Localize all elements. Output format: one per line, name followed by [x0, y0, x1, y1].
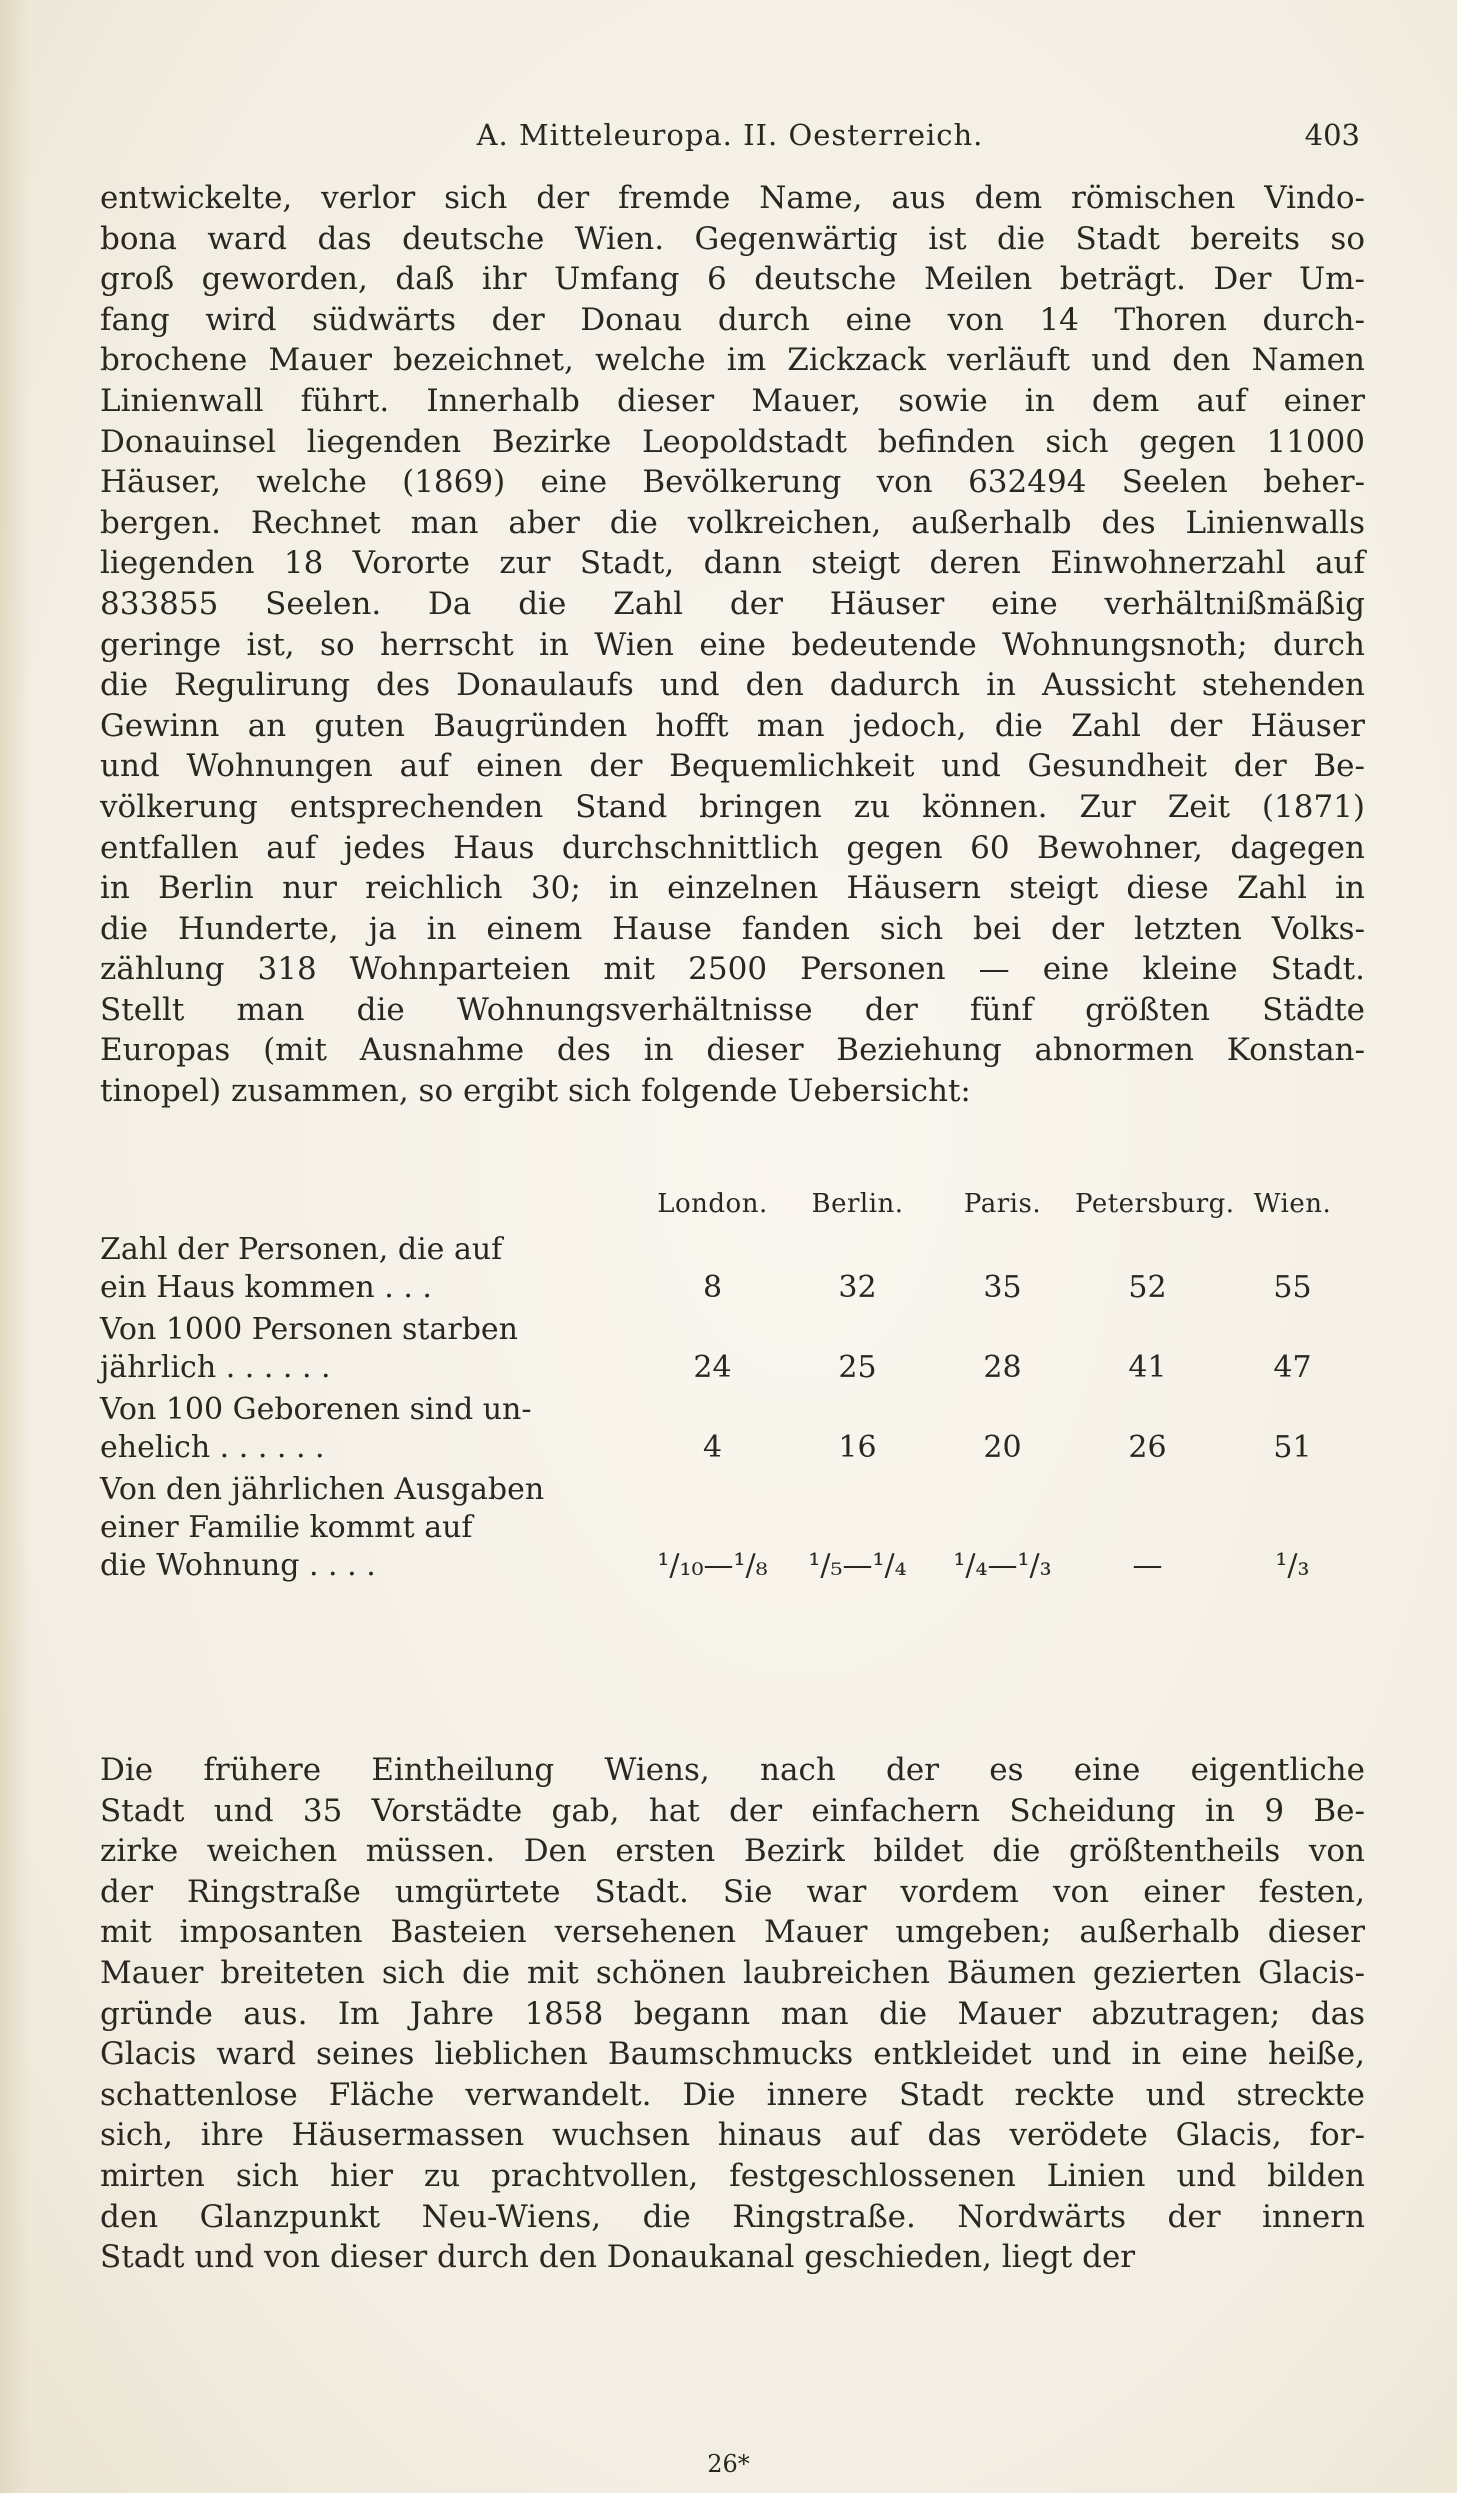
- text-line: sich, ihre Häusermassen wuchsen hinaus auf das verödete Glacis, for-: [100, 2117, 1365, 2154]
- row-label: Von 100 Geborenen sind un- ehelich . . . . . .: [100, 1392, 532, 1465]
- table-cell: 47: [1273, 1350, 1312, 1385]
- table-row: [100, 1391, 1365, 1471]
- table-cell: 24: [693, 1350, 732, 1385]
- table-cell: 20: [983, 1430, 1022, 1465]
- text-line: brochene Mauer bezeichnet, welche im Zickzack verläuft und den Namen: [100, 342, 1365, 379]
- table-row: [100, 1231, 1365, 1311]
- table-cell: ¹/₁₀—¹/₈: [657, 1548, 768, 1583]
- housing-statistics-table: [100, 1185, 1365, 1589]
- text-line: den Glanzpunkt Neu-Wiens, die Ringstraße. Nordwärts der innern: [100, 2198, 1365, 2235]
- text-line: schattenlose Fläche verwandelt. Die innere Stadt reckte und streckte: [100, 2076, 1365, 2113]
- column-header: Petersburg.: [1075, 1189, 1235, 1219]
- text-line: Die frühere Eintheilung Wiens, nach der es eine eigentliche: [100, 1752, 1365, 1788]
- table-cell: 4: [702, 1430, 723, 1465]
- table-cell: 52: [1128, 1270, 1167, 1305]
- table-header-empty: [100, 1185, 640, 1231]
- table-cell: ¹/₃: [1275, 1548, 1310, 1583]
- column-header: Berlin.: [811, 1189, 904, 1219]
- text-line: mirten sich hier zu prachtvollen, festgeschlossenen Linien und bilden: [100, 2157, 1365, 2194]
- column-header: London.: [657, 1189, 768, 1219]
- table-cell: 8: [702, 1270, 723, 1305]
- table-cell: —: [1132, 1548, 1163, 1583]
- table-row: [100, 1311, 1365, 1391]
- paragraph-1: [100, 178, 1365, 1112]
- text-line: Gewinn an guten Baugründen hofft man jedoch, die Zahl der Häuser: [100, 707, 1365, 744]
- text-line: gründe aus. Im Jahre 1858 begann man die Mauer abzutragen; das: [100, 1995, 1365, 2032]
- text-line: entwickelte, verlor sich der fremde Name, aus dem römischen Vindo-: [100, 180, 1365, 216]
- text-line: bergen. Rechnet man aber die volkreichen, außerhalb des Linienwalls: [100, 504, 1365, 541]
- text-line: und Wohnungen auf einen der Bequemlichkeit und Gesundheit der Be-: [100, 748, 1365, 785]
- text-line: 833855 Seelen. Da die Zahl der Häuser eine verhältnißmäßig: [100, 585, 1365, 622]
- row-label: Von den jährlichen Ausgaben einer Familie kommt auf die Wohnung . . . .: [100, 1472, 545, 1583]
- table-cell: ¹/₄—¹/₃: [953, 1548, 1052, 1583]
- text-line: fang wird südwärts der Donau durch eine von 14 Thoren durch-: [100, 301, 1365, 338]
- text-line: groß geworden, daß ihr Umfang 6 deutsche Meilen beträgt. Der Um-: [100, 261, 1365, 298]
- signature-mark: 26*: [707, 2450, 750, 2478]
- page-edge-shadow: [0, 0, 30, 2493]
- running-header: [100, 118, 1360, 158]
- text-line: zählung 318 Wohnparteien mit 2500 Personen — eine kleine Stadt.: [100, 951, 1365, 988]
- text-line: Stellt man die Wohnungsverhältnisse der fünf größten Städte: [100, 991, 1365, 1028]
- text-line: Mauer breiteten sich die mit schönen laubreichen Bäumen gezierten Glacis-: [100, 1954, 1365, 1991]
- table-cell: 41: [1128, 1350, 1167, 1385]
- text-line: tinopel) zusammen, so ergibt sich folgende Uebersicht:: [100, 1073, 971, 1110]
- table-header-row: [100, 1185, 1365, 1231]
- text-line: die Regulirung des Donaulaufs und den dadurch in Aussicht stehenden: [100, 667, 1365, 704]
- table-cell: 28: [983, 1350, 1022, 1385]
- text-line: der Ringstraße umgürtete Stadt. Sie war vordem von einer festen,: [100, 1873, 1365, 1910]
- text-line: in Berlin nur reichlich 30; in einzelnen Häusern steigt diese Zahl in: [100, 870, 1365, 907]
- text-line: Stadt und von dieser durch den Donaukanal geschieden, liegt der: [100, 2239, 1136, 2276]
- text-line: Europas (mit Ausnahme des in dieser Beziehung abnormen Konstan-: [100, 1032, 1365, 1069]
- row-label: Zahl der Personen, die auf ein Haus kommen . . .: [100, 1232, 503, 1305]
- text-line: Donauinsel liegenden Bezirke Leopoldstadt befinden sich gegen 11000: [100, 423, 1365, 460]
- paragraph-2: [100, 1750, 1365, 2278]
- text-line: Häuser, welche (1869) eine Bevölkerung von 632494 Seelen beher-: [100, 464, 1365, 501]
- text-line: bona ward das deutsche Wien. Gegenwärtig ist die Stadt bereits so: [100, 220, 1365, 257]
- text-line: zirke weichen müssen. Den ersten Bezirk bildet die größtentheils von: [100, 1833, 1365, 1870]
- text-line: die Hunderte, ja in einem Hause fanden sich bei der letzten Volks-: [100, 910, 1365, 947]
- table-cell: 16: [838, 1430, 877, 1465]
- text-line: geringe ist, so herrscht in Wien eine bedeutende Wohnungsnoth; durch: [100, 626, 1365, 663]
- text-line: liegenden 18 Vororte zur Stadt, dann steigt deren Einwohnerzahl auf: [100, 545, 1365, 582]
- text-line: völkerung entsprechenden Stand bringen zu können. Zur Zeit (1871): [100, 788, 1365, 825]
- text-line: Linienwall führt. Innerhalb dieser Mauer, sowie in dem auf einer: [100, 382, 1365, 419]
- text-line: Stadt und 35 Vorstädte gab, hat der einfachern Scheidung in 9 Be-: [100, 1792, 1365, 1829]
- text-line: entfallen auf jedes Haus durchschnittlich gegen 60 Bewohner, dagegen: [100, 829, 1365, 866]
- column-header: Wien.: [1253, 1189, 1332, 1219]
- table-cell: 55: [1273, 1270, 1312, 1305]
- page-number: 403: [1304, 118, 1360, 152]
- header-title: A. Mitteleuropa. II. Oesterreich.: [476, 118, 984, 152]
- text-line: mit imposanten Basteien versehenen Mauer umgeben; außerhalb dieser: [100, 1914, 1365, 1951]
- table-cell: ¹/₅—¹/₄: [808, 1548, 907, 1583]
- table-cell: 51: [1273, 1430, 1312, 1465]
- text-line: Glacis ward seines lieblichen Baumschmucks entkleidet und in eine heiße,: [100, 2036, 1365, 2073]
- column-header: Paris.: [963, 1189, 1042, 1219]
- table-cell: 32: [838, 1270, 877, 1305]
- table-cell: 25: [838, 1350, 877, 1385]
- table-cell: 26: [1128, 1430, 1167, 1465]
- table-cell: 35: [983, 1270, 1022, 1305]
- row-label: Von 1000 Personen starben jährlich . . . . . .: [100, 1312, 518, 1385]
- table-row: [100, 1471, 1365, 1589]
